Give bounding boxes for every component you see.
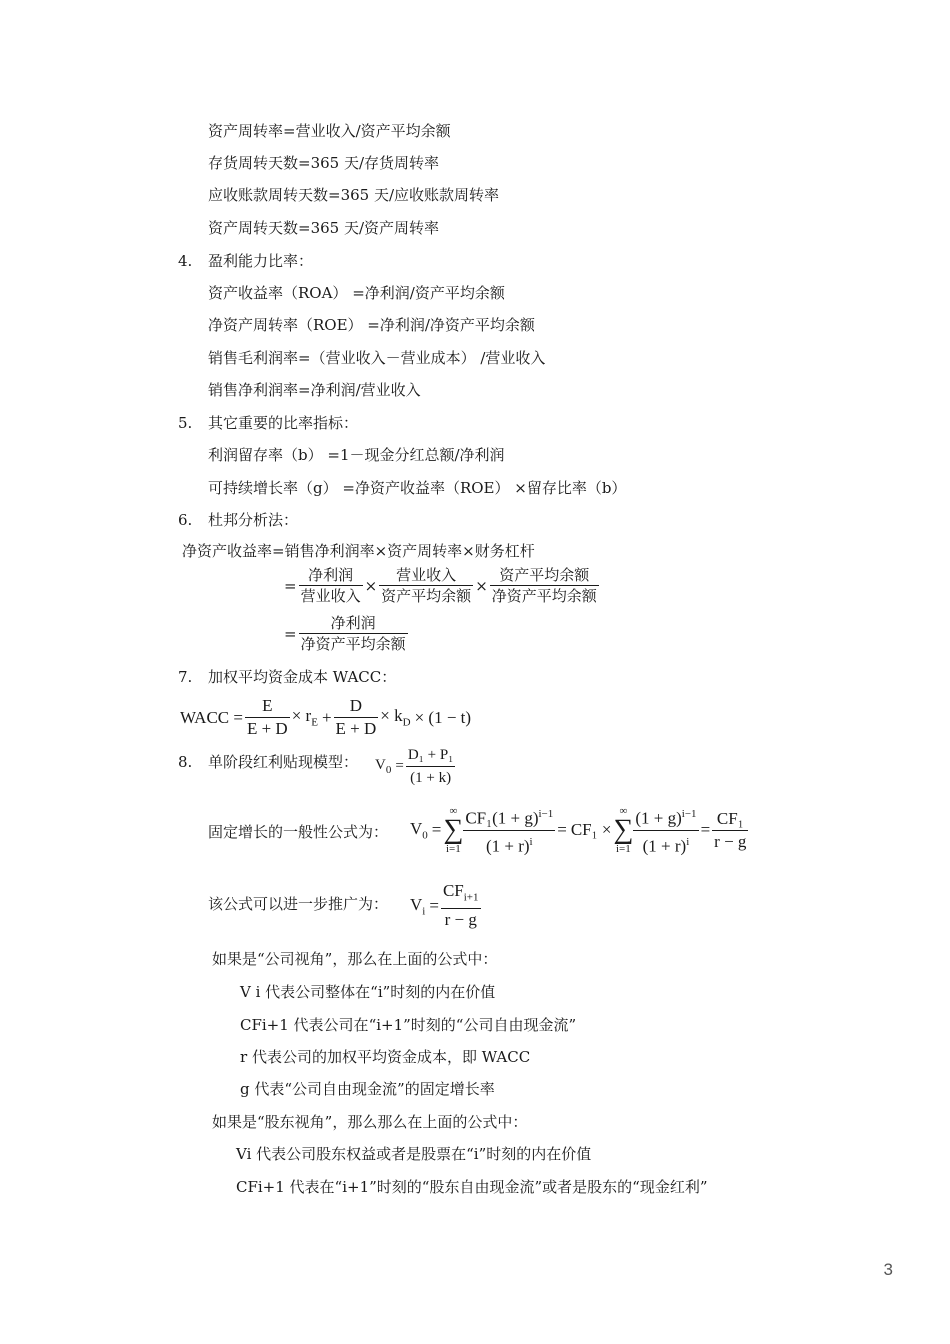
dupont-expansion: = $\frac{\text{净利润}}{\text{营业收入}}$ × $\frac{\text{营业收入}}{\text{资产平均余额}}$ × $\frac{\text{资产平均余额}}{\text{净资产平均余额}}$: [284, 566, 597, 605]
fraction: $\frac{\text{资产平均余额}}{\text{净资产平均余额}}$: [491, 566, 597, 605]
section-title: 杜邦分析法：: [208, 511, 299, 529]
section-number: 5.: [178, 414, 193, 432]
text-line: 销售净利润率=净利润/营业收入: [208, 381, 421, 399]
text-line: 净资产周转率（ROE） =净利润/净资产平均余额: [208, 316, 535, 334]
text-line: 资产周转率=营业收入/资产平均余额: [208, 122, 451, 140]
text-line: 销售毛利润率=（营业收入－营业成本） /营业收入: [208, 349, 546, 367]
holder-intro: 如果是“股东视角”，那么那么在上面的公式中：: [212, 1113, 528, 1131]
text-line: 应收账款周转天数=365 天/应收账款周转率: [208, 186, 500, 204]
fraction: $\frac{\text{净利润}}{\text{营业收入}}$: [300, 566, 361, 605]
general-formula: $V_i$ = $\frac{CF_{i+1}}{r - g}$: [410, 881, 479, 930]
firm-item: r 代表公司的加权平均资金成本，即 WACC: [240, 1048, 531, 1066]
firm-item: CFi+1 代表公司在“i+1”时刻的“公司自由现金流”: [240, 1016, 577, 1034]
holder-item: Vi 代表公司股东权益或者是股票在“i”时刻的内在价值: [236, 1145, 592, 1163]
holder-item: CFi+1 代表在“i+1”时刻的“股东自由现金流”或者是股东的“现金红利”: [236, 1178, 708, 1196]
wacc-formula: WACC = $\frac{E}{E + D}$ × $r_E$ + $\frac{D}{E + D}$ × $k_D \times (1 - t)$: [180, 696, 472, 738]
section-number: 8.: [178, 753, 193, 771]
dupont-result: = $\frac{\text{净利润}}{\text{净资产平均余额}}$: [284, 614, 406, 653]
dupont-definition: 净资产收益率=销售净利润率×资产周转率×财务杠杆: [182, 542, 535, 560]
section-number: 6.: [178, 511, 193, 529]
text-line: 利润留存率（b） =1－现金分红总额/净利润: [208, 446, 505, 464]
fraction: $\frac{\text{净利润}}{\text{净资产平均余额}}$: [300, 614, 406, 653]
growth-formula: $V_0$ =∞ ∑ i=1 $\frac{CF_1(1 + g)^{i-1}}{(1 + r)^i}$ = CF₁ ×∞ ∑ i=1 $\frac{(1 + g)^{i-1}}{(1 + r)^i}$ = $\frac{\text{CF₁}}{r - g}$: [408, 803, 748, 857]
section-title: 单阶段红利贴现模型：: [208, 753, 359, 771]
general-label: 该公式可以进一步推广为：: [208, 895, 389, 913]
text-line: 存货周转天数=365 天/存货周转率: [208, 154, 440, 172]
firm-item: g 代表“公司自由现金流”的固定增长率: [240, 1080, 495, 1098]
section-title: 其它重要的比率指标：: [208, 414, 359, 432]
text-line: 资产收益率（ROA） =净利润/资产平均余额: [208, 284, 505, 302]
firm-intro: 如果是“公司视角”，那么在上面的公式中：: [212, 950, 498, 968]
section-number: 7.: [178, 668, 193, 686]
section-title: 加权平均资金成本 WACC：: [208, 668, 397, 686]
ddm-formula: $V_0$ = $\frac{\text{D₁ + P₁}}{(1 + k)}$: [373, 744, 455, 789]
text-line: 可持续增长率（g） =净资产收益率（ROE） ×留存比率（b）: [208, 479, 627, 497]
page-number: 3: [883, 1260, 893, 1279]
growth-label: 固定增长的一般性公式为：: [208, 823, 389, 841]
firm-item: V i 代表公司整体在“i”时刻的内在价值: [240, 983, 496, 1001]
text-line: 资产周转天数=365 天/资产周转率: [208, 219, 440, 237]
fraction: $\frac{\text{营业收入}}{\text{资产平均余额}}$: [381, 566, 472, 605]
section-number: 4.: [178, 252, 193, 270]
section-title: 盈利能力比率：: [208, 252, 314, 270]
